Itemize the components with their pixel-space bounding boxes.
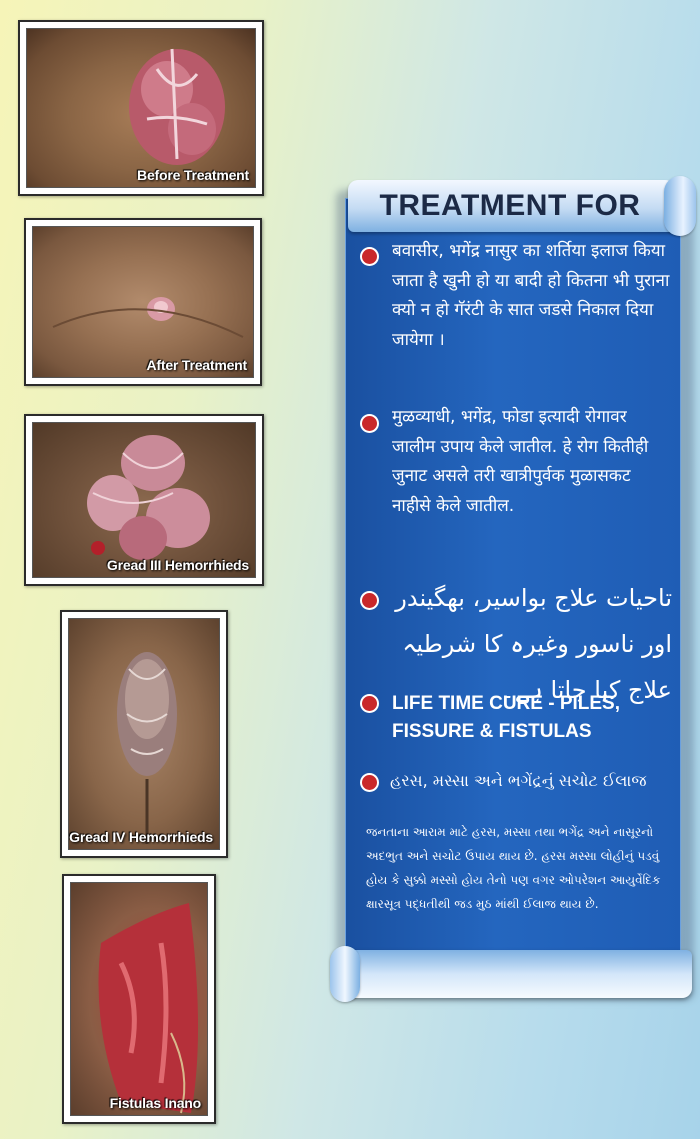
bullet-icon bbox=[362, 416, 377, 431]
grade-four-illustration bbox=[69, 619, 220, 850]
banner-bottom-curl bbox=[330, 946, 360, 1002]
photo-fistulas bbox=[62, 874, 216, 1124]
banner-bottom-roll bbox=[332, 950, 692, 998]
grade-four-image bbox=[68, 618, 220, 850]
bullet-icon bbox=[362, 775, 377, 790]
before-treatment-image bbox=[26, 28, 256, 188]
fistulas-caption: Fistulas Inano bbox=[109, 1095, 201, 1111]
photo-after-treatment bbox=[24, 218, 262, 386]
item-urdu: تاحیات علاج بواسیر، بھگیندر اور ناسور وغیرہ کا شرطیہ علاج کیا جاتا ہے۔ bbox=[395, 584, 672, 704]
fistulas-illustration bbox=[71, 883, 208, 1116]
bullet-icon bbox=[362, 696, 377, 711]
after-treatment-illustration bbox=[33, 227, 254, 378]
banner-top-curl bbox=[664, 176, 696, 236]
before-treatment-illustration bbox=[27, 29, 256, 188]
banner-title: TREATMENT FOR bbox=[379, 189, 641, 222]
photo-grade-three bbox=[24, 414, 264, 586]
grade-three-illustration bbox=[33, 423, 256, 578]
photo-grade-four bbox=[60, 610, 228, 858]
item-gujarati: હરસ, મસ્સા અને ભગેંદ્રનું સચોટ ઈલાજ bbox=[390, 771, 647, 790]
grade-four-caption: Gread IV Hemorrhieds bbox=[69, 829, 213, 845]
after-treatment-caption: After Treatment bbox=[146, 357, 247, 373]
before-treatment-caption: Before Treatment bbox=[137, 167, 249, 183]
item-marathi: मुळव्याधी, भगेंद्र, फोडा इत्यादी रोगावर जालीम उपाय केले जातील. हे रोग कितीही जुनाट असले तरी खात्रीपुर्वक मुळासकट नाहीसे केले जातील. bbox=[392, 407, 649, 516]
grade-three-image bbox=[32, 422, 256, 578]
photo-before-treatment bbox=[18, 20, 264, 196]
item-english: LIFE TIME CURE - PILES, FISSURE & FISTULAS bbox=[392, 693, 621, 742]
item-hindi: बवासीर, भगेंद्र नासुर का शर्तिया इलाज किया जाता है खुनी हो या बादी हो कितना भी पुराना क्यो न हो गॅरंटी के सात जडसे निकाल दिया जायेगा । bbox=[392, 241, 670, 350]
fistulas-image bbox=[70, 882, 208, 1116]
bullet-icon bbox=[362, 593, 377, 608]
footer-paragraph: જનતાના આરામ માટે હરસ, મસ્સા તથા ભગેંદ્ર અને નાસૂરનો અદભુત અને સચોટ ઉપાય થાય છે. હરસ મસ્સા લોહીનું પડવું હોય કે સુક્કો મસ્સો હોય તેનો પણ વગર ઓપરેશન આયુર્વેદિક ક્ષારસૂત્ર પદ્ધતીથી જડ મુઠ માંથી ઈલાજ થાય છે. bbox=[366, 825, 661, 911]
after-treatment-image bbox=[32, 226, 254, 378]
bullet-icon bbox=[362, 249, 377, 264]
grade-three-caption: Gread III Hemorrhieds bbox=[106, 557, 249, 573]
